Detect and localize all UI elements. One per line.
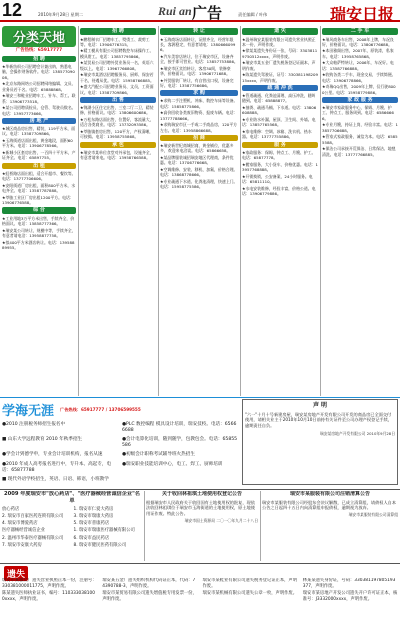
category-header: 招 聘 (2, 56, 76, 63)
land-notice-title: 关于收回林祖琪土地使用权登记公告 (161, 491, 242, 497)
classified-ad: ★本田雅阁出售，2007年，原装漆，私家车。电话：13958765868。 (322, 48, 394, 59)
pharmacy-item: 1. 瑞安市瑞康医疗器械有限公司 (73, 528, 135, 534)
pharmacy-item: 7. 瑞安市安康大药房 (2, 542, 42, 548)
pharmacy-item: 2. 瑞安市百家医药连锁有限公司 (2, 513, 64, 519)
classified-ad: ★锦湖小区住宅出售，三室二厅二卫，精装修，价格面议。电话：13806600686。 (80, 105, 154, 116)
section-logo: Rui an (158, 4, 192, 18)
issue-date: 2010年9月28日 星期二 (38, 12, 84, 17)
category-header: 出 售 (80, 97, 156, 104)
education-ad: ●学会计到德学申，专业会计培训机构，报名从速 (2, 452, 103, 458)
category-header: 招 商 (160, 135, 238, 142)
classified-ad: ★大众帕萨特转让，2006年，车况好。电话：13587766888。 (322, 60, 394, 71)
classified-ad: ★专业防水补漏，屋顶、卫生间、外墙。电话：13857765568。 (242, 117, 316, 128)
page-number: 12 (2, 0, 23, 20)
classified-ad: ★华新纺织公司招聘会计兼出纳，熟悉电脑，会操作财务软件。电话：13857709008。 (2, 64, 75, 80)
classified-ad: ★北京东路网络公司招聘网络编辑、文员、业务员若干名。电话：65888868。 (2, 81, 76, 92)
pharmacy-item: 4. 瑞安市博爱药店 (2, 521, 38, 527)
classified-ad: ★搬家服务，大小货车，价格优惠。电话：13957768888。 (242, 162, 318, 173)
classified-ad: ★玉海商场店面转让，证照齐全，经营年限长，客源稳定，有意者请电：13806660996。 (160, 36, 236, 52)
pharmacy-item: 1. 瑞安市仁爱大药房 (73, 506, 114, 512)
classified-ad: ★管家式家政服务，诚信为本。电话：65855588。 (322, 134, 398, 145)
category-header: 出 租 (2, 163, 76, 170)
notice-body: "六一"十月十号新建房屋，瑞安某房地产开发有限公司开发的商品房已全面交付使用，请相关业主于2010年10月10日前持有关证件至公司办理产权登记手续，逾期责任自负。 (245, 411, 392, 429)
pharmacy-item: 5. 瑞安市普康药店 (73, 521, 110, 527)
liquidation-title: 瑞安市某服装有限公司注销清算公告 (289, 491, 370, 497)
classified-ad: ★温州瑞安某服装有限公司遗失营业执照正本一份，声明作废。 (242, 36, 316, 47)
land-notice (146, 491, 258, 561)
classified-column-5 (322, 26, 398, 396)
category-header: 遗 失 (242, 28, 318, 35)
classified-ad: ★工业用地3万平方米出售，手续齐全，价格面议。电话：15858777366。 (2, 215, 75, 226)
category-header: 服 务 (242, 142, 318, 149)
pharmacy-list (2, 491, 142, 561)
classified-ad: ★求购瑞安市区一手或二手商品房，120平方左右。电话：13958866688。 (160, 122, 238, 133)
classified-ad: ★徐某某遗失身份证一张，号码：33038119750512xxxx，声明作废。 (242, 48, 318, 59)
pharmacy-item: 2. 温州市华泰医疗器械有限公司 (2, 535, 64, 541)
lost-notices (2, 578, 398, 640)
classified-ad: ★高价回收各类废旧物资、报废车辆。电话：13777788666。 (160, 110, 238, 121)
liquidation-body: 瑞安市某服装有限公司经股东会决议解散，已成立清算组，请债权人自本公告之日起四十五日内向清算组申报债权，逾期视为放弃。 (262, 499, 397, 511)
lost-item: 瑞安市某机械有限公司遗失公章一枚，声明作废。 (202, 591, 298, 596)
classified-ad: ★家政服务：保姆、钟点工、月嫂、护工。电话：65877778。 (242, 150, 316, 161)
classified-ad: ★家电维修：空调、冰箱、洗衣机、热水器。电话：13777755886。 (242, 129, 312, 140)
classified-ad: ★某贸易公司招聘外贸业务员一名，英语六级以上。电话：13967766808。 (80, 60, 154, 71)
classified-ad: ★管道疏通、化粪池清理、高压冲洗，随叫随到。电话：65888877。 (242, 93, 316, 104)
classified-ad: ★外贸服装厂转让，有自营出口权，设备完好。电话：13587756686。 (160, 77, 234, 88)
category-header: 疏 通 冲 洗 (242, 85, 318, 92)
classified-ad: ★瑞安市区宾馆转让，客房30间，装修豪华，价格面议。电话：13906771688。 (160, 65, 231, 76)
classified-ad: ★瑞安市某酒店招聘服务员、厨师、保安若干名，待遇从优。电话：15958766885。 (80, 72, 154, 83)
lost-item: 瑞安市某房地产开发公司遗失开户许可证正本，核准号：J3332000xxxx，声明作废。 (302, 591, 398, 602)
classified-ad: ★玉海街道店面出租，黄金地段，面积60平方米。电话：13906778566。 (2, 138, 73, 149)
classified-ad: ★鹏程制衣厂招聘车工、熨烫工、裁剪工等。电话：13906776315。 (80, 36, 150, 47)
classified-ad: ★瑞安市某五金厂遗失税务登记证副本，声明作废。 (242, 60, 316, 71)
category-header: 求 购 (160, 90, 238, 97)
lost-item: 瑞安市某贸易有限公司遗失增值税专用发票一份，声明作废。 (102, 591, 197, 602)
classified-ad: ★莘塍工业区厂房出租1200平方。电话：13906776588。 (2, 194, 74, 206)
classified-ad: ★空调维修、安装、移机、加氟，价格合理。电话：13868778666。 (160, 167, 238, 178)
classified-hotline: 广告热线：65917777 (15, 48, 63, 53)
classified-column-2 (80, 26, 156, 396)
section-name: 广告 (192, 5, 223, 22)
education-ad: ■ 现代外语学校招生，英语、日语、韩语，小班教学 (2, 476, 109, 482)
category-header: 家 政 服 务 (322, 97, 398, 104)
pharmacy-item: 放心药店 (2, 506, 20, 512)
category-header: 招 聘 (80, 28, 156, 35)
pharmacy-title: 2009 年度瑞安市"放心药店"、"医疗器械经营诚信企业"名单 (4, 491, 140, 504)
pharmacy-item: 医疗器械经营诚信企业 (2, 528, 45, 534)
classified-ad: ★瑞安新世纪商城招商，黄金铺位，优惠多多，欢迎来电洽谈。电话：65866658。 (160, 143, 234, 154)
classified-ad: ★精工模具有限公司招聘数控车床操作工、模具钳工。电话：13857795866。 (80, 48, 154, 59)
pharmacy-item: 3. 瑞安市瑞康大药房 (73, 513, 114, 519)
classified-ad: ★某公司招聘质检员、仓管、驾驶员数名。电话：13957773666。 (2, 105, 76, 116)
classified-ad: ★抽粪、疏通马桶、下水道。电话：13806608888。 (242, 105, 317, 116)
classified-ad: ★收购各类二手车，现金交易，手续简便。电话：13906778866。 (322, 72, 396, 83)
liquidation-sign: 瑞安市某服装有限公司清算组 (348, 511, 398, 517)
classified-ad: ★保洁公司承接开荒保洁、日常保洁、地毯清洗。电话：13777766885。 (322, 146, 396, 157)
classified-ad: ★瑞安三和鞋业招聘车工、针车、帮工。联系：13906773518。 (2, 93, 76, 104)
classified-ad: ★城区商品房出售，精装，119平方米，面议。电话：13587709866。 (2, 126, 76, 137)
education-ad: ●PLC 数控编程 模具设计培训，瑞安技校。电话：65666688 (122, 422, 237, 434)
education-ad: ●2010 年成人高考报名进行中，专升本、高起专，电话：65877788 (2, 461, 112, 473)
education-ad: ●瑞安职业技能培训中心，电工、焊工、厨师培训 (122, 461, 223, 467)
classified-ad: ★某品牌服装诚招瑞安地区代理商，条件优惠。电话：13706776668。 (160, 155, 234, 166)
education-section (2, 399, 238, 487)
education-ad: ●初级会计职称考试辅导班火热招生 (122, 452, 195, 458)
category-header: 二 手 车 (322, 28, 398, 35)
page-header (0, 0, 400, 22)
classified-column-3 (160, 26, 238, 396)
education-ad: ■ 山东大学远程教育 2010 年秋季招生 (2, 437, 83, 443)
classified-ad: ★新城小区套房出售，一百四十平方米，产证齐全。电话：65897755。 (2, 150, 76, 161)
land-notice-body: 根据瑞安市人民政府关于收回国有土地使用权的批复，现依法收回林祖琪位于瑞安市玉海街道的土地使用权，原土地使用证作废。特此公告。 (146, 499, 255, 516)
liquidation-notice (262, 491, 398, 561)
classified-ad: ★瑞风商务车出售，2008年上牌，车况良好，价格面议。电话：13806776688。 (322, 36, 394, 47)
classified-ad: ★万松东路店面出售，位置好，客流量大，适合各类商业。电话：13732093586。 (80, 117, 154, 128)
education-banner: 学海无涯 (2, 403, 55, 418)
education-hotline: 广告热线：65917777 / 13706599555 (60, 406, 141, 412)
classified-column-1 (2, 26, 76, 396)
category-header: 综 合 (2, 207, 76, 214)
classified-ad: ★陈某遗失驾驶证，证号：33038119820915xxxx，声明作废。 (242, 72, 318, 83)
education-ad: ●会计电算化培训，随到随学，包教包会。电话：65855586 (122, 437, 238, 449)
notice-box (242, 399, 398, 487)
classified-ad: ★安阳街道厂房出租，面积800平方米，水电齐全。电话：13587787888。 (2, 182, 76, 194)
category-header: 承 包 (80, 142, 156, 149)
newspaper-masthead: 瑞安日报 (329, 7, 394, 24)
classified-ad: ★汽车美容店转让，位于瑞安市区，设备齐全，接手即可营业。电话：13857753886。 (160, 53, 238, 64)
category-header: 转 让 (160, 28, 238, 35)
classified-ad: ★求购二手注塑机、冲床、数控车床等设备。电话：15858775866。 (160, 98, 238, 109)
lost-tag: 遗失 (4, 566, 28, 581)
classified-ad: ★盛大汽配公司招聘业务员、文员，工资面议。电话：13587709866。 (80, 84, 154, 95)
pharmacy-item: 6. 瑞安市益民药店 (73, 535, 110, 541)
classified-column-4 (242, 26, 318, 396)
classified-ad: ★水电安装维修，经验丰富，价格公道。电话：13906779886。 (242, 185, 316, 197)
classified-ad: ★瑞安市家政服务中心，保姆、月嫂、护工、钟点工，服务周到。电话：65866666。 (322, 105, 394, 121)
editor-info: 责任编辑 / 叶伟 (238, 12, 268, 17)
classified-ad: ★瑞安某公司转让，规模中等，手续齐全，有意者请电洽：13958877758。 (2, 227, 76, 238)
classified-ad: ★奇瑞QQ出售，2009年上牌，仅行驶8000公里。电话：15958779886。 (322, 84, 396, 95)
notice-title: 声 明 (312, 402, 328, 409)
education-ad: ●2010 注册税务师招生报名中 (2, 422, 66, 427)
lost-item: 瑞安市某服装厂遗失营业执照正本一份，注册号：330381000011775，声明作废。 (2, 578, 97, 589)
notice-sign: 瑞安某房地产开发有限公司 2010年9月28日 (319, 430, 395, 436)
classified-ad: ★拟400平方米酒店转让。电话：13958889955。 (2, 239, 75, 250)
classified-ad: ★开锁换锁，公安备案，24小时服务。电话：65811110。 (242, 174, 313, 185)
lost-item: 瑞安某五金厂遗失组织机构代码证正本，代码：74390788-3，声明作废。 (102, 578, 196, 589)
pharmacy-item: 8. 瑞安市健民医药有限公司 (73, 542, 127, 548)
classified-banner: 分类天地 (2, 26, 76, 47)
lost-item: 林某某遗失身份证，号码：330381197805193377，声明作废。 (302, 578, 396, 589)
classified-ad: ★专业月嫂，持证上岗，经验丰富。电话：13857706688。 (322, 122, 398, 133)
land-notice-sign: 瑞安市国土资源局 二〇一〇年九月二十八日 (184, 517, 258, 523)
classified-ad: ★瑞安市某单位食堂对外承包，设施齐全，有意者请来电。电话：13958766588。 (80, 150, 154, 161)
classified-ad: ★虹桥路店面出租，适合开超市、餐饮等。电话：13777706606。 (2, 171, 76, 182)
classified-ad: ★莘塍镇套房出售，120平方，产权清晰，可按揭。电话：13958755868。 (80, 129, 154, 140)
lost-item: 陈某遗失医师执业证书，编号：1103330381000xxxx，声明作废。 (2, 591, 95, 602)
lost-item: 瑞安市某鞋业有限公司遗失税务登记证正本，声明作废。 (202, 578, 298, 589)
category-header: 房 地 产 (2, 118, 76, 125)
classified-ad: ★专业疏通下水道、化粪池清理，快速上门。电话：15958775586。 (160, 179, 238, 190)
